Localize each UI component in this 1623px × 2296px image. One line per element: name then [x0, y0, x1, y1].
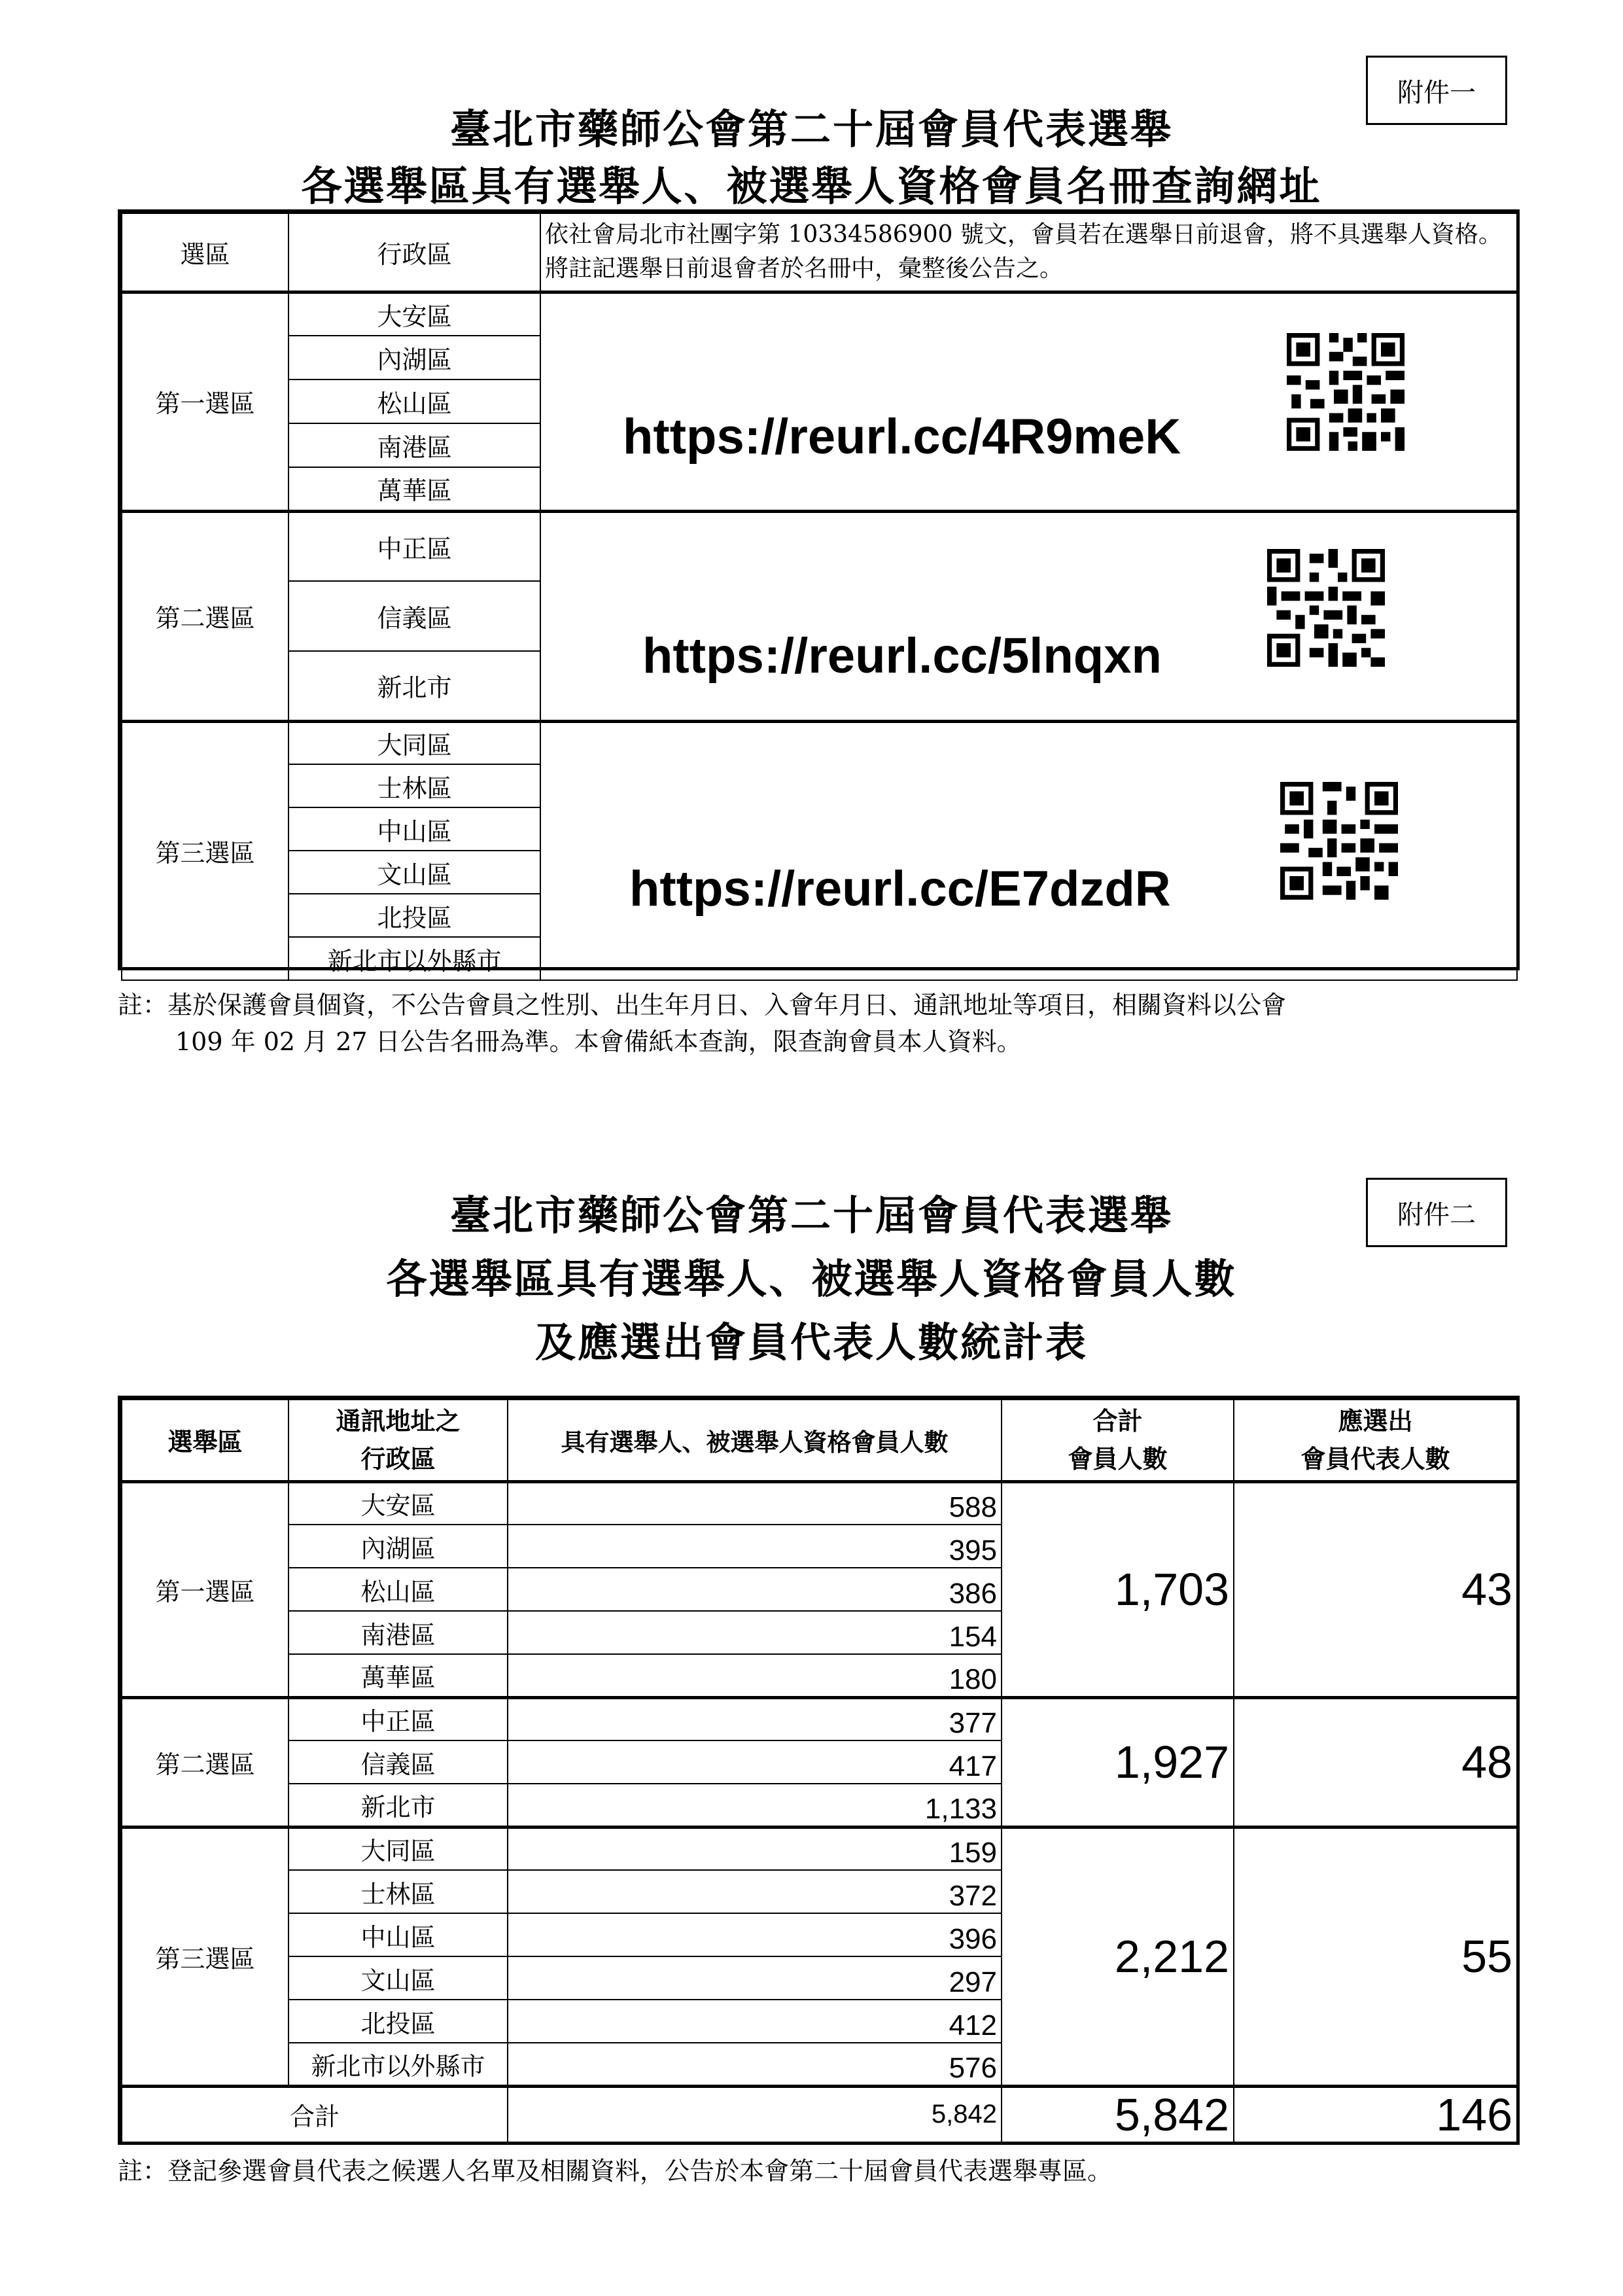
- area-cell: 內湖區: [288, 336, 540, 380]
- area-cell: 文山區: [288, 1956, 508, 2000]
- district-1-name: 第一選區: [122, 292, 288, 511]
- district-2-name: 第二選區: [122, 1697, 288, 1827]
- member-count: 1,133: [508, 1784, 1002, 1827]
- header-election-district: 選舉區: [122, 1400, 288, 1481]
- attachment-tag-2: 附件二: [1366, 1178, 1507, 1247]
- header-district: 選區: [122, 213, 288, 292]
- sheet2-title-line3: 及應選出會員代表人數統計表: [534, 1318, 1088, 1366]
- header-total-line1: 合計: [1092, 1405, 1143, 1436]
- sheet2-title-line1: 臺北市藥師公會第二十屆會員代表選舉: [449, 1192, 1173, 1239]
- sum-reps: 146: [1234, 2086, 1517, 2142]
- district-3-name: 第三選區: [122, 1827, 288, 2086]
- member-count: 396: [508, 1913, 1002, 1956]
- area-cell: 北投區: [288, 2000, 508, 2043]
- area-cell: 大同區: [288, 1827, 508, 1870]
- district-1-reps: 43: [1234, 1481, 1517, 1697]
- member-count: 395: [508, 1525, 1002, 1568]
- district-2-total: 1,927: [1002, 1697, 1234, 1827]
- attachment-tag-1: 附件一: [1366, 56, 1507, 125]
- member-count: 417: [508, 1740, 1002, 1784]
- area-cell: 南港區: [288, 423, 540, 467]
- area-cell: 中正區: [288, 511, 540, 581]
- area-cell: 萬華區: [288, 1654, 508, 1697]
- sum-total: 5,842: [1002, 2086, 1234, 2142]
- area-cell: 文山區: [288, 851, 540, 894]
- member-count: 297: [508, 1956, 1002, 2000]
- sheet1-title-line1: 臺北市藥師公會第二十屆會員代表選舉: [449, 105, 1173, 153]
- district-3-url-cell: [540, 721, 1517, 980]
- sheet1-note-line1: 註：基於保護會員個資，不公告會員之性別、出生年月日、入會年月日、通訊地址等項目，相關資料以公會: [118, 991, 1287, 1019]
- header-representatives: [1234, 1400, 1517, 1481]
- sum-members: 5,842: [508, 2086, 1002, 2142]
- sheet2-note: 註：登記參選會員代表之候選人名單及相關資料，公告於本會第二十屆會員代表選舉專區。: [118, 2157, 1113, 2185]
- district-2-reps: 48: [1234, 1697, 1517, 1827]
- district-1-url[interactable]: https://reurl.cc/4R9meK: [623, 408, 1181, 465]
- sheet1-title-line2: 各選舉區具有選舉人、被選舉人資格會員名冊查詢網址: [301, 162, 1322, 210]
- header-reps-line1: 應選出: [1338, 1405, 1413, 1436]
- area-cell: 大安區: [288, 292, 540, 336]
- sum-label: 合計: [122, 2086, 508, 2142]
- header-reps-line2: 會員代表人數: [1300, 1443, 1450, 1474]
- area-cell: 新北市: [288, 1784, 508, 1827]
- member-count: 588: [508, 1481, 1002, 1525]
- header-eligible-members: 具有選舉人、被選舉人資格會員人數: [508, 1400, 1002, 1481]
- header-total-members: [1002, 1400, 1234, 1481]
- area-cell: 士林區: [288, 764, 540, 807]
- area-cell: 新北市以外縣市: [288, 937, 540, 980]
- member-count: 386: [508, 1568, 1002, 1611]
- district-3-total: 2,212: [1002, 1827, 1234, 2086]
- header-total-line2: 會員人數: [1068, 1443, 1168, 1474]
- district-1-url-cell: [540, 292, 1517, 511]
- qr-code-icon: [1287, 333, 1405, 451]
- qr-code-icon: [1267, 549, 1385, 667]
- header-admin-area: 行政區: [288, 213, 540, 292]
- area-cell: 北投區: [288, 894, 540, 937]
- sheet2-table: [118, 1396, 1520, 2145]
- member-count: 377: [508, 1697, 1002, 1740]
- member-count: 180: [508, 1654, 1002, 1697]
- area-cell: 信義區: [288, 581, 540, 651]
- member-count: 412: [508, 2000, 1002, 2043]
- district-2-name: 第二選區: [122, 511, 288, 721]
- area-cell: 新北市以外縣市: [288, 2043, 508, 2086]
- sheet1-table: [118, 209, 1520, 976]
- area-cell: 大安區: [288, 1481, 508, 1525]
- district-3-name: 第三選區: [122, 721, 288, 980]
- header-notice: 依社會局北市社團字第 10334586900 號文，會員若在選舉日前退會，將不具選舉人資格。將註記選舉日前退會者於名冊中，彙整後公告之。: [540, 213, 1517, 292]
- area-cell: 信義區: [288, 1740, 508, 1784]
- district-1-total: 1,703: [1002, 1481, 1234, 1697]
- district-2-url-cell: [540, 511, 1517, 721]
- sheet1-note-line2: 109 年 02 月 27 日公告名冊為準。本會備紙本查詢，限查詢會員本人資料。: [175, 1027, 1022, 1056]
- area-cell: 士林區: [288, 1870, 508, 1913]
- area-cell: 中山區: [288, 807, 540, 851]
- member-count: 576: [508, 2043, 1002, 2086]
- district-1-name: 第一選區: [122, 1481, 288, 1697]
- area-cell: 萬華區: [288, 467, 540, 511]
- member-count: 154: [508, 1611, 1002, 1654]
- district-3-url[interactable]: https://reurl.cc/E7dzdR: [629, 860, 1171, 917]
- member-count: 159: [508, 1827, 1002, 1870]
- area-cell: 內湖區: [288, 1525, 508, 1568]
- area-cell: 松山區: [288, 380, 540, 423]
- district-3-reps: 55: [1234, 1827, 1517, 2086]
- header-admin-area-line1: 通訊地址之: [336, 1405, 461, 1436]
- area-cell: 新北市: [288, 651, 540, 721]
- header-admin-area: [288, 1400, 508, 1481]
- area-cell: 中山區: [288, 1913, 508, 1956]
- area-cell: 松山區: [288, 1568, 508, 1611]
- qr-code-icon: [1280, 782, 1398, 900]
- header-admin-area-line2: 行政區: [360, 1443, 436, 1474]
- district-2-url[interactable]: https://reurl.cc/5lnqxn: [642, 627, 1162, 684]
- area-cell: 大同區: [288, 721, 540, 764]
- member-count: 372: [508, 1870, 1002, 1913]
- area-cell: 中正區: [288, 1697, 508, 1740]
- area-cell: 南港區: [288, 1611, 508, 1654]
- sheet2-title-line2: 各選舉區具有選舉人、被選舉人資格會員人數: [386, 1255, 1237, 1303]
